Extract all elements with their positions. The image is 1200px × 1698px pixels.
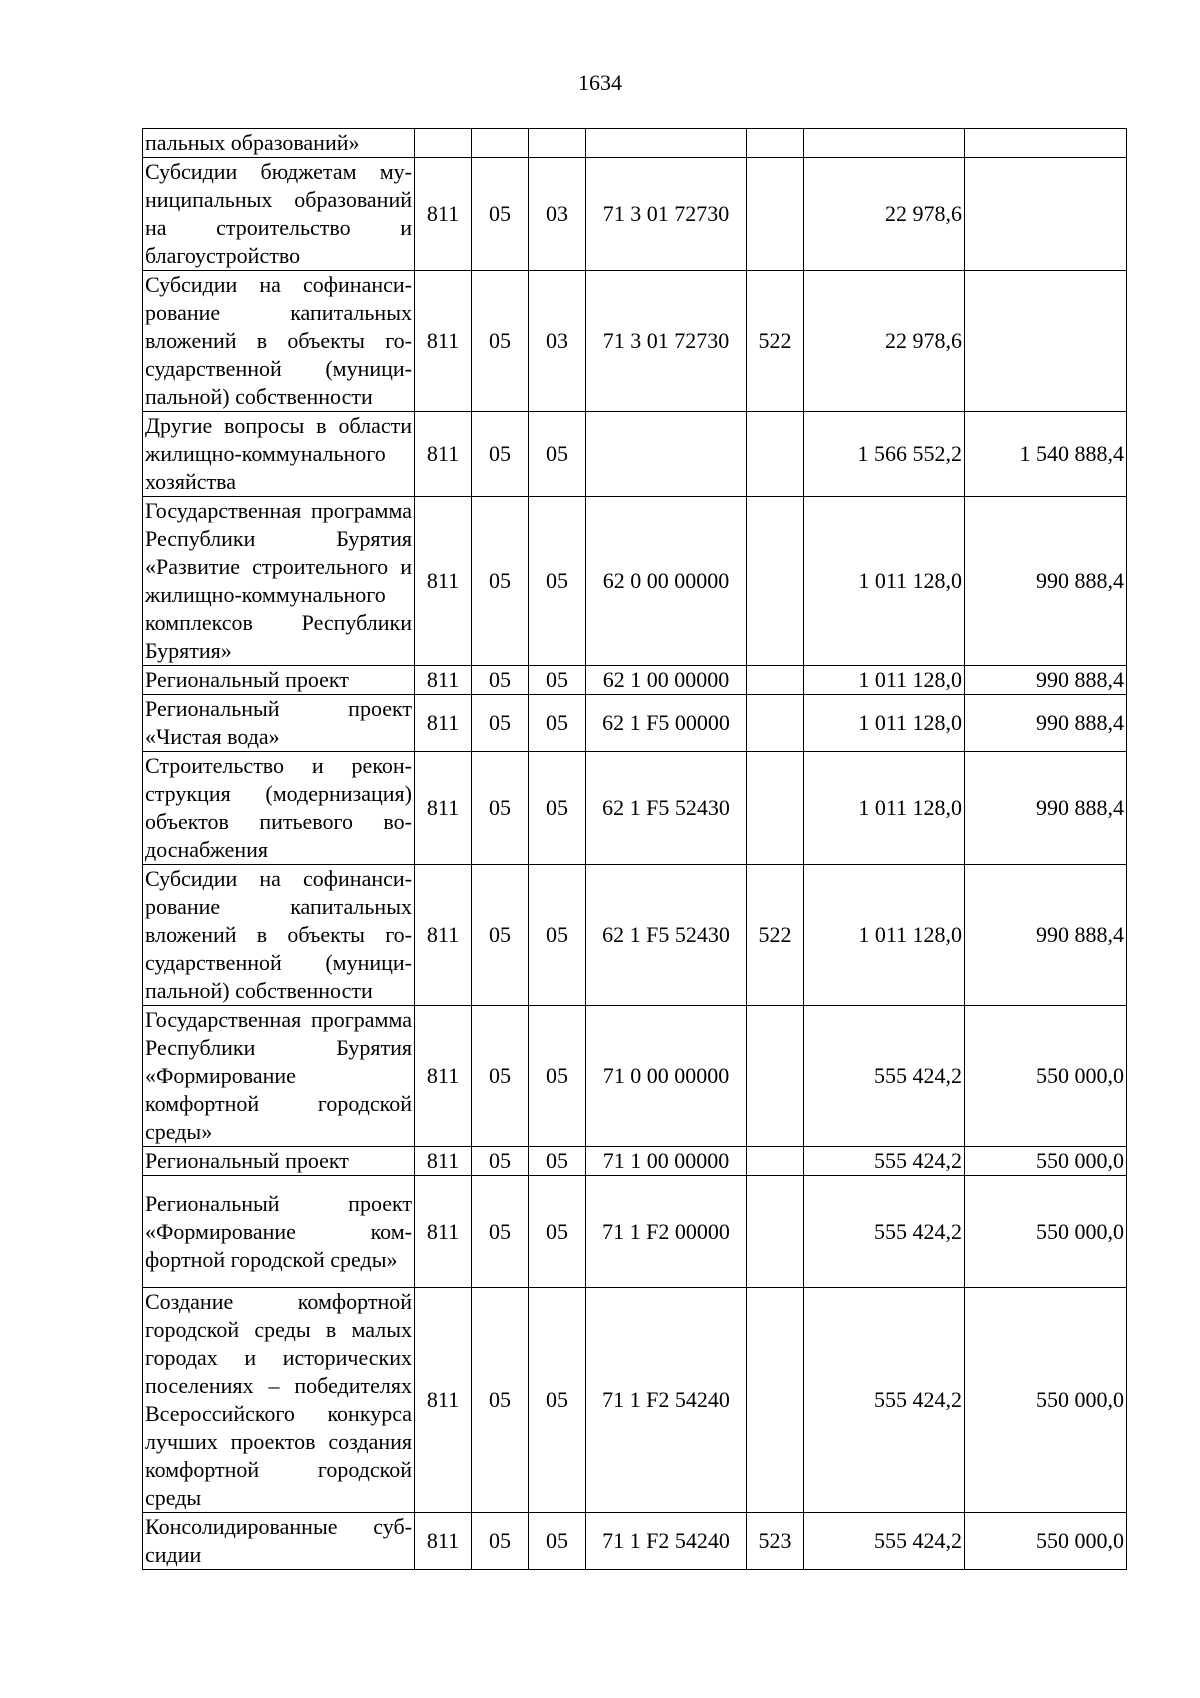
cell-amount-2 [965, 129, 1127, 158]
cell-expense-type [747, 752, 804, 865]
cell-expense-type: 522 [747, 271, 804, 412]
cell-name: Региональный проект «Формирование комфортной городской среды» [143, 1176, 415, 1288]
cell-amount-1: 1 566 552,2 [804, 412, 965, 497]
cell-ved: 811 [415, 271, 472, 412]
cell-ved: 811 [415, 1288, 472, 1513]
cell-amount-2 [965, 271, 1127, 412]
table-row [143, 158, 1127, 271]
cell-amount-2: 990 888,4 [965, 666, 1127, 695]
cell-target-article [586, 129, 747, 158]
cell-target-article: 71 3 01 72730 [586, 271, 747, 412]
cell-section: 05 [472, 1513, 529, 1570]
cell-name: Создание комфортной городской среды в малых городах и исторических поселениях – победителях Всероссийского конкурса лучших проектов создания комфортной городской среды [143, 1288, 415, 1513]
cell-name: Государственная программа Республики Бурятия «Формирование комфортной городской среды» [143, 1006, 415, 1147]
table-row [143, 1513, 1127, 1570]
cell-ved: 811 [415, 412, 472, 497]
table-row [143, 1147, 1127, 1176]
cell-subsection: 03 [529, 271, 586, 412]
cell-expense-type [747, 129, 804, 158]
cell-target-article: 62 1 F5 00000 [586, 695, 747, 752]
cell-target-article: 62 1 F5 52430 [586, 865, 747, 1006]
cell-target-article: 71 1 F2 00000 [586, 1176, 747, 1288]
cell-ved: 811 [415, 752, 472, 865]
cell-amount-2: 990 888,4 [965, 865, 1127, 1006]
cell-expense-type [747, 695, 804, 752]
table-row [143, 412, 1127, 497]
cell-expense-type: 522 [747, 865, 804, 1006]
cell-ved: 811 [415, 1513, 472, 1570]
cell-expense-type [747, 412, 804, 497]
table-row [143, 865, 1127, 1006]
cell-target-article: 71 1 F2 54240 [586, 1288, 747, 1513]
table-row [143, 1288, 1127, 1513]
cell-expense-type: 523 [747, 1513, 804, 1570]
cell-amount-1: 1 011 128,0 [804, 497, 965, 666]
cell-name: Региональный проект [143, 666, 415, 695]
cell-ved: 811 [415, 1006, 472, 1147]
cell-name: Субсидии на софинансирование капитальных вложений в объекты государственной (муниципальной) собственности [143, 271, 415, 412]
cell-subsection: 05 [529, 1147, 586, 1176]
table-row [143, 497, 1127, 666]
cell-expense-type [747, 1147, 804, 1176]
cell-amount-2: 550 000,0 [965, 1288, 1127, 1513]
cell-subsection: 05 [529, 1176, 586, 1288]
cell-section: 05 [472, 752, 529, 865]
cell-amount-1: 555 424,2 [804, 1176, 965, 1288]
cell-subsection: 05 [529, 752, 586, 865]
table-row [143, 695, 1127, 752]
table-row [143, 1176, 1127, 1288]
budget-table [142, 128, 1127, 1570]
cell-ved: 811 [415, 666, 472, 695]
cell-amount-1: 1 011 128,0 [804, 666, 965, 695]
cell-amount-1 [804, 129, 965, 158]
cell-ved: 811 [415, 497, 472, 666]
cell-name: Другие вопросы в области жилищно-коммунального хозяйства [143, 412, 415, 497]
cell-subsection: 05 [529, 497, 586, 666]
cell-expense-type [747, 1288, 804, 1513]
cell-amount-1: 555 424,2 [804, 1288, 965, 1513]
cell-subsection: 05 [529, 1513, 586, 1570]
cell-expense-type [747, 1176, 804, 1288]
cell-amount-2: 990 888,4 [965, 497, 1127, 666]
cell-name: Субсидии бюджетам муниципальных образований на строительство и благоустройство [143, 158, 415, 271]
cell-section: 05 [472, 695, 529, 752]
cell-name: Строительство и реконструкция (модернизация) объектов питьевого водоснабжения [143, 752, 415, 865]
cell-subsection: 03 [529, 158, 586, 271]
cell-subsection: 05 [529, 1006, 586, 1147]
cell-target-article [586, 412, 747, 497]
cell-target-article: 71 1 00 00000 [586, 1147, 747, 1176]
table-row [143, 1006, 1127, 1147]
cell-amount-1: 1 011 128,0 [804, 865, 965, 1006]
cell-name: Региональный проект «Чистая вода» [143, 695, 415, 752]
cell-subsection: 05 [529, 1288, 586, 1513]
cell-amount-1: 1 011 128,0 [804, 695, 965, 752]
cell-expense-type [747, 666, 804, 695]
cell-target-article: 62 1 00 00000 [586, 666, 747, 695]
cell-section: 05 [472, 497, 529, 666]
cell-ved [415, 129, 472, 158]
table-row [143, 271, 1127, 412]
cell-section: 05 [472, 1176, 529, 1288]
cell-ved: 811 [415, 865, 472, 1006]
cell-expense-type [747, 158, 804, 271]
cell-name: Субсидии на софинансирование капитальных вложений в объекты государственной (муниципальной) собственности [143, 865, 415, 1006]
table-row [143, 129, 1127, 158]
cell-ved: 811 [415, 1176, 472, 1288]
cell-ved: 811 [415, 158, 472, 271]
cell-section: 05 [472, 1006, 529, 1147]
cell-name: Государственная программа Республики Бурятия «Развитие строительного и жилищно-коммунального комплексов Республики Бурятия» [143, 497, 415, 666]
cell-expense-type [747, 497, 804, 666]
cell-amount-1: 555 424,2 [804, 1147, 965, 1176]
cell-amount-1: 555 424,2 [804, 1513, 965, 1570]
cell-target-article: 62 1 F5 52430 [586, 752, 747, 865]
cell-section: 05 [472, 666, 529, 695]
cell-target-article: 71 1 F2 54240 [586, 1513, 747, 1570]
cell-amount-1: 22 978,6 [804, 158, 965, 271]
cell-section: 05 [472, 412, 529, 497]
cell-amount-1: 22 978,6 [804, 271, 965, 412]
cell-section: 05 [472, 271, 529, 412]
cell-ved: 811 [415, 1147, 472, 1176]
cell-target-article: 71 0 00 00000 [586, 1006, 747, 1147]
cell-amount-2: 550 000,0 [965, 1176, 1127, 1288]
cell-name: Консолидированные субсидии [143, 1513, 415, 1570]
cell-amount-2: 550 000,0 [965, 1513, 1127, 1570]
cell-section: 05 [472, 1288, 529, 1513]
cell-target-article: 71 3 01 72730 [586, 158, 747, 271]
cell-amount-2: 550 000,0 [965, 1147, 1127, 1176]
cell-amount-1: 1 011 128,0 [804, 752, 965, 865]
cell-amount-1: 555 424,2 [804, 1006, 965, 1147]
cell-section: 05 [472, 158, 529, 271]
cell-target-article: 62 0 00 00000 [586, 497, 747, 666]
cell-amount-2: 1 540 888,4 [965, 412, 1127, 497]
cell-subsection: 05 [529, 695, 586, 752]
cell-amount-2 [965, 158, 1127, 271]
cell-section: 05 [472, 865, 529, 1006]
cell-amount-2: 990 888,4 [965, 695, 1127, 752]
cell-amount-2: 990 888,4 [965, 752, 1127, 865]
cell-section: 05 [472, 1147, 529, 1176]
page-number: 1634 [578, 70, 622, 95]
table-row [143, 752, 1127, 865]
cell-subsection: 05 [529, 666, 586, 695]
cell-expense-type [747, 1006, 804, 1147]
cell-ved: 811 [415, 695, 472, 752]
table-row [143, 666, 1127, 695]
cell-subsection: 05 [529, 412, 586, 497]
cell-amount-2: 550 000,0 [965, 1006, 1127, 1147]
cell-name: Региональный проект [143, 1147, 415, 1176]
cell-section [472, 129, 529, 158]
cell-name: пальных образований» [143, 129, 415, 158]
cell-subsection [529, 129, 586, 158]
cell-subsection: 05 [529, 865, 586, 1006]
table-body [143, 129, 1127, 1570]
